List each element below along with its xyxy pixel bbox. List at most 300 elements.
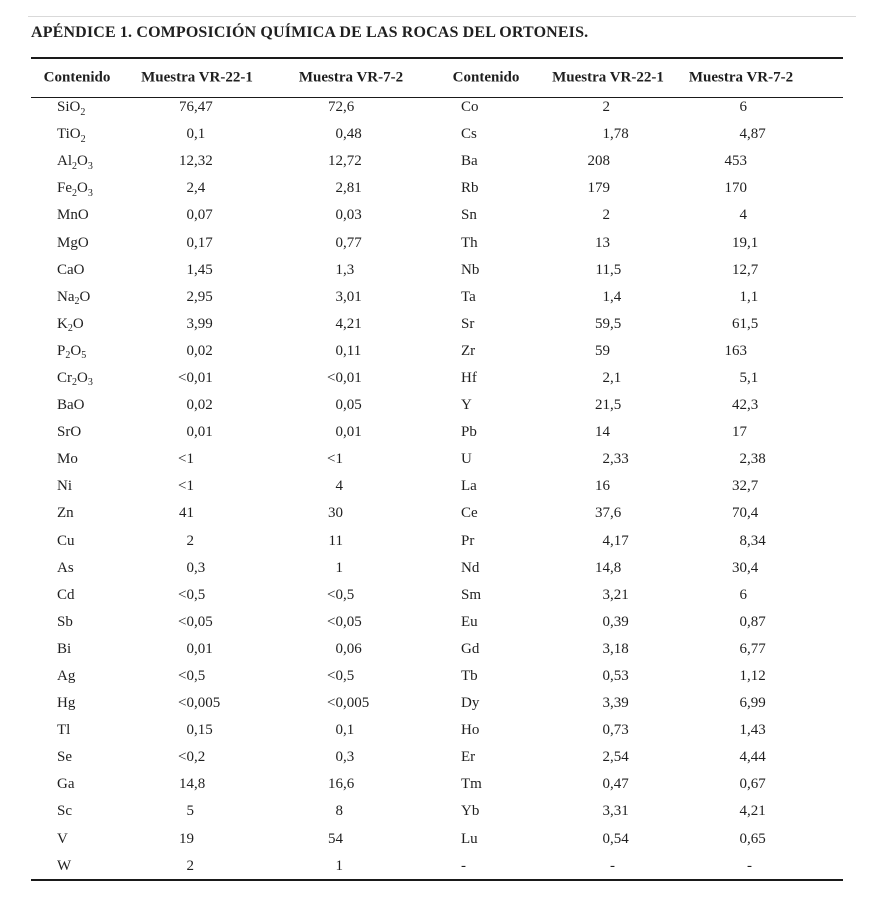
value-cell	[135, 749, 250, 766]
subscript: 2	[80, 133, 86, 145]
value-cell	[545, 262, 660, 279]
value-cell	[660, 424, 843, 441]
table-row	[31, 826, 843, 853]
value-fraction-part: ,02	[194, 397, 213, 414]
value-integer-part: 0	[335, 126, 343, 143]
value-fraction-part: ,5	[610, 397, 622, 414]
value-integer-part: 19	[732, 234, 747, 251]
element-label: SrO	[57, 424, 82, 441]
value-fraction-part: ,5	[747, 315, 759, 332]
element-label: -	[461, 857, 466, 874]
value-cell	[250, 99, 425, 116]
value-integer-part: 1	[335, 261, 343, 278]
value-integer-part: 4	[739, 803, 747, 820]
value-integer-part: 17	[732, 424, 747, 441]
value-integer-part: 0	[335, 397, 343, 414]
value-cell	[135, 126, 250, 143]
value-fraction-part: ,6	[343, 99, 355, 116]
value-integer-part: 0	[186, 342, 194, 359]
value-fraction-part: ,31	[610, 803, 629, 820]
value-fraction-part: ,53	[610, 668, 629, 685]
value-fraction-part: ,21	[610, 586, 629, 603]
value-integer-part: <0	[178, 749, 194, 766]
element-label: Zr	[461, 342, 476, 359]
value-fraction-part: ,33	[610, 451, 629, 468]
value-cell	[660, 316, 843, 333]
table-row	[31, 257, 843, 284]
value-integer-part: 0	[335, 749, 343, 766]
subscript: 2	[72, 187, 77, 199]
value-integer-part: 2	[602, 369, 610, 386]
value-integer-part: 19	[179, 830, 194, 847]
value-integer-part: 41	[179, 505, 194, 522]
value-integer-part: 2	[335, 180, 343, 197]
value-integer-part: 4	[739, 126, 747, 143]
value-integer-part: 2	[186, 180, 194, 197]
value-integer-part: 2	[602, 99, 610, 116]
value-fraction-part	[610, 153, 660, 170]
value-integer-part: 3	[602, 640, 610, 657]
table-row	[31, 229, 843, 256]
value-integer-part: 11	[595, 261, 610, 278]
value-fraction-part: ,3	[747, 397, 759, 414]
table-row	[31, 636, 843, 663]
value-fraction-part: ,32	[194, 153, 213, 170]
value-fraction-part: ,01	[343, 369, 362, 386]
element-label: Y	[461, 397, 472, 414]
element-label: La	[461, 478, 477, 495]
value-integer-part: 3	[186, 315, 194, 332]
value-integer-part: 6	[739, 99, 747, 116]
value-integer-part: 8	[739, 532, 747, 549]
element-label: Sc	[57, 803, 72, 820]
value-cell	[250, 397, 425, 414]
value-fraction-part	[610, 180, 660, 197]
element-label: Zn	[57, 505, 74, 522]
value-integer-part: 0	[335, 722, 343, 739]
value-cell	[545, 451, 660, 468]
element-label: Ta	[461, 288, 476, 305]
value-cell	[545, 316, 660, 333]
value-fraction-part	[610, 343, 660, 360]
element-label: Sn	[461, 207, 477, 224]
value-fraction-part: ,73	[610, 722, 629, 739]
value-cell	[545, 505, 660, 522]
value-fraction-part: ,4	[610, 288, 622, 305]
value-cell	[135, 478, 250, 495]
value-integer-part: 3	[335, 288, 343, 305]
value-fraction-part: ,4	[194, 180, 206, 197]
value-fraction-part: ,12	[747, 668, 766, 685]
value-integer-part: 0	[335, 207, 343, 224]
value-cell	[545, 831, 660, 848]
value-cell	[545, 776, 660, 793]
element-label: TiO$_2$	[57, 126, 86, 145]
element-label: Ga	[57, 776, 75, 793]
value-fraction-part: ,87	[747, 126, 766, 143]
value-integer-part: 0	[186, 207, 194, 224]
value-fraction-part: ,48	[343, 126, 362, 143]
value-integer-part: 6	[739, 695, 747, 712]
value-cell	[135, 560, 250, 577]
subscript: 2	[80, 106, 86, 118]
value-fraction-part: ,05	[343, 397, 362, 414]
value-fraction-part: ,06	[343, 640, 362, 657]
value-integer-part: 3	[602, 586, 610, 603]
value-cell	[135, 370, 250, 387]
table-row	[31, 555, 843, 582]
value-cell	[250, 722, 425, 739]
value-cell	[250, 424, 425, 441]
value-fraction-part: ,39	[610, 613, 629, 630]
value-fraction-part: ,17	[610, 532, 629, 549]
value-integer-part: 2	[186, 532, 194, 549]
element-label: Co	[461, 99, 479, 116]
value-integer-part: 2	[602, 207, 610, 224]
value-fraction-part	[194, 478, 250, 495]
value-fraction-part: ,1	[747, 369, 759, 386]
value-cell	[660, 668, 843, 685]
value-cell	[660, 803, 843, 820]
value-cell	[660, 262, 843, 279]
value-integer-part: 11	[328, 532, 343, 549]
value-integer-part: 0	[186, 640, 194, 657]
value-fraction-part: ,95	[194, 288, 213, 305]
value-cell	[135, 343, 250, 360]
value-cell	[545, 858, 660, 875]
value-integer-part: 32	[732, 478, 747, 495]
value-integer-part: 30	[732, 559, 747, 576]
value-integer-part: 0	[602, 722, 610, 739]
element-label: As	[57, 559, 74, 576]
column-header-contenido-left: Contenido	[43, 69, 111, 85]
element-label: SiO$_2$	[57, 99, 86, 118]
value-integer-part: <0	[178, 369, 194, 386]
value-fraction-part: ,005	[343, 695, 370, 712]
value-fraction-part: -	[747, 857, 752, 874]
element-label: Pb	[461, 424, 477, 441]
column-header-vr7-2-left: Muestra VR-7-2	[298, 69, 404, 85]
value-fraction-part: ,7	[747, 261, 759, 278]
value-cell	[660, 560, 843, 577]
value-cell	[135, 505, 250, 522]
element-label: $Cr_2O_3$	[57, 369, 93, 389]
value-integer-part: 0	[186, 559, 194, 576]
value-cell	[135, 614, 250, 631]
value-fraction-part	[610, 478, 660, 495]
value-fraction-part: ,8	[610, 559, 622, 576]
value-fraction-part: ,7	[747, 478, 759, 495]
value-cell	[250, 505, 425, 522]
value-fraction-part: ,43	[747, 722, 766, 739]
value-cell	[545, 695, 660, 712]
column-header-vr22-1-right: Muestra VR-22-1	[552, 69, 664, 85]
value-integer-part: 1	[739, 288, 747, 305]
value-fraction-part: ,77	[747, 640, 766, 657]
table-row	[31, 392, 843, 419]
value-cell	[545, 235, 660, 252]
value-fraction-part	[343, 831, 425, 848]
element-label: Ce	[461, 505, 478, 522]
value-fraction-part: ,21	[747, 803, 766, 820]
value-cell	[250, 533, 425, 550]
value-cell	[135, 397, 250, 414]
value-cell	[135, 587, 250, 604]
table-row	[31, 663, 843, 690]
value-cell	[545, 533, 660, 550]
scan-artifact-line	[28, 16, 856, 17]
value-integer-part: 5	[739, 369, 747, 386]
value-integer-part: 1	[602, 288, 610, 305]
value-integer-part: <0	[178, 613, 194, 630]
value-integer-part: <1	[178, 478, 194, 495]
subscript: 2	[72, 377, 77, 389]
value-cell	[660, 533, 843, 550]
value-fraction-part: ,005	[194, 695, 221, 712]
subscript: 3	[87, 187, 93, 199]
value-cell	[135, 641, 250, 658]
value-integer-part: 4	[335, 478, 343, 495]
subscript: 2	[67, 323, 73, 335]
value-cell	[660, 370, 843, 387]
value-cell	[135, 153, 250, 170]
value-cell	[250, 858, 425, 875]
value-cell	[545, 560, 660, 577]
value-fraction-part: ,54	[610, 830, 629, 847]
value-fraction-part: ,72	[343, 153, 362, 170]
value-fraction-part: ,03	[343, 207, 362, 224]
element-label: Bi	[57, 640, 72, 657]
table-row	[31, 473, 843, 500]
value-fraction-part: ,67	[747, 776, 766, 793]
value-cell	[135, 207, 250, 224]
value-cell	[135, 803, 250, 820]
value-cell	[135, 262, 250, 279]
element-label: Lu	[461, 830, 478, 847]
subscript: 2	[72, 160, 77, 172]
value-fraction-part: ,1	[194, 126, 206, 143]
value-fraction-part: ,07	[194, 207, 213, 224]
value-cell	[660, 478, 843, 495]
value-fraction-part	[747, 343, 843, 360]
value-cell	[660, 180, 843, 197]
element-label: Ba	[461, 153, 478, 170]
value-fraction-part: ,78	[610, 126, 629, 143]
value-cell	[135, 424, 250, 441]
table-row	[31, 365, 843, 392]
value-cell	[660, 722, 843, 739]
value-integer-part: 21	[595, 397, 610, 414]
value-cell	[250, 668, 425, 685]
element-label: Nb	[461, 261, 480, 278]
value-cell	[545, 343, 660, 360]
value-fraction-part: ,6	[343, 776, 355, 793]
value-cell	[135, 695, 250, 712]
element-label: V	[57, 830, 68, 847]
value-integer-part: 4	[602, 532, 610, 549]
table-row	[31, 690, 843, 717]
value-cell	[660, 99, 843, 116]
value-integer-part: 6	[739, 586, 747, 603]
value-fraction-part: ,5	[343, 586, 355, 603]
value-integer-part: 4	[335, 315, 343, 332]
value-integer-part: 37	[595, 505, 610, 522]
value-cell	[135, 235, 250, 252]
value-integer-part: <1	[178, 451, 194, 468]
value-cell	[660, 235, 843, 252]
value-cell	[135, 858, 250, 875]
value-cell	[660, 858, 843, 875]
value-cell	[135, 668, 250, 685]
value-fraction-part: ,01	[194, 369, 213, 386]
value-cell	[135, 831, 250, 848]
value-fraction-part: ,34	[747, 532, 766, 549]
value-integer-part: <0	[327, 668, 343, 685]
value-fraction-part: ,01	[343, 288, 362, 305]
value-cell	[250, 695, 425, 712]
value-fraction-part	[610, 99, 660, 116]
element-label: Tm	[461, 776, 482, 793]
value-fraction-part: -	[610, 857, 615, 874]
value-integer-part: 0	[602, 776, 610, 793]
value-fraction-part: ,17	[194, 234, 213, 251]
value-integer-part: 0	[186, 397, 194, 414]
table-row	[31, 528, 843, 555]
value-fraction-part: ,3	[194, 559, 206, 576]
element-label: Ni	[57, 478, 72, 495]
value-cell	[545, 126, 660, 143]
value-cell	[250, 370, 425, 387]
value-fraction-part	[194, 505, 250, 522]
table-row	[31, 419, 843, 446]
value-integer-part: 14	[179, 776, 194, 793]
value-integer-part: 2	[602, 451, 610, 468]
value-fraction-part: ,02	[194, 342, 213, 359]
value-cell	[135, 722, 250, 739]
value-fraction-part: ,01	[194, 424, 213, 441]
element-label: CaO	[57, 261, 85, 278]
subscript: 2	[65, 350, 71, 362]
value-integer-part: 1	[335, 559, 343, 576]
value-cell	[135, 289, 250, 306]
column-header-contenido-right: Contenido	[452, 69, 520, 85]
element-label: $P_2O_5$	[57, 342, 87, 362]
element-label: Ag	[57, 668, 76, 685]
value-fraction-part	[194, 533, 250, 550]
element-label: Rb	[461, 180, 479, 197]
value-fraction-part	[194, 803, 250, 820]
value-cell	[545, 289, 660, 306]
value-fraction-part	[194, 451, 250, 468]
value-cell	[250, 776, 425, 793]
value-integer-part: 5	[186, 803, 194, 820]
value-integer-part: 42	[732, 397, 747, 414]
value-cell	[660, 505, 843, 522]
value-integer-part: 70	[732, 505, 747, 522]
value-fraction-part	[610, 207, 660, 224]
table-row	[31, 744, 843, 771]
value-cell	[660, 614, 843, 631]
value-integer-part: <0	[327, 369, 343, 386]
value-cell	[660, 749, 843, 766]
element-label: Tl	[57, 722, 71, 739]
value-integer-part: 4	[739, 749, 747, 766]
value-fraction-part: ,5	[194, 586, 206, 603]
value-integer-part: 61	[732, 315, 747, 332]
value-integer-part: 2	[602, 749, 610, 766]
value-cell	[660, 831, 843, 848]
value-fraction-part	[343, 478, 425, 495]
element-label: Sb	[57, 613, 73, 630]
value-cell	[545, 370, 660, 387]
value-fraction-part	[747, 207, 843, 224]
value-fraction-part: ,4	[747, 559, 759, 576]
value-cell	[660, 343, 843, 360]
value-cell	[250, 749, 425, 766]
value-cell	[545, 478, 660, 495]
value-integer-part: 0	[186, 234, 194, 251]
element-label: Hg	[57, 695, 76, 712]
value-integer-part: 4	[739, 207, 747, 224]
value-cell	[660, 641, 843, 658]
element-label: MgO	[57, 234, 89, 251]
value-cell	[545, 397, 660, 414]
element-label: $K_2O$	[57, 315, 84, 335]
value-integer-part: 16	[595, 478, 610, 495]
table-row	[31, 798, 843, 825]
value-integer-part: 0	[602, 668, 610, 685]
value-integer-part: <0	[178, 695, 194, 712]
table-row	[31, 94, 843, 121]
value-cell	[135, 533, 250, 550]
value-cell	[660, 397, 843, 414]
value-cell	[660, 153, 843, 170]
element-label: Hf	[461, 369, 477, 386]
value-fraction-part: ,15	[194, 722, 213, 739]
element-label: Eu	[461, 613, 478, 630]
value-cell	[250, 289, 425, 306]
value-fraction-part	[194, 831, 250, 848]
value-fraction-part	[747, 180, 843, 197]
page-title: APÉNDICE 1. COMPOSICIÓN QUÍMICA DE LAS ROCAS DEL ORTONEIS.	[31, 24, 589, 41]
value-cell	[250, 180, 425, 197]
value-integer-part: 0	[335, 424, 343, 441]
value-cell	[250, 262, 425, 279]
value-fraction-part: ,54	[610, 749, 629, 766]
table-body	[31, 94, 843, 880]
element-label: BaO	[57, 397, 85, 414]
value-integer-part: 2	[186, 288, 194, 305]
value-fraction-part: ,1	[747, 234, 759, 251]
element-label: Mo	[57, 451, 78, 468]
value-cell	[250, 560, 425, 577]
value-integer-part: 0	[186, 126, 194, 143]
value-fraction-part	[747, 99, 843, 116]
value-cell	[545, 99, 660, 116]
value-fraction-part: ,5	[610, 261, 622, 278]
value-integer-part: 163	[724, 342, 747, 359]
table-row	[31, 175, 843, 202]
table-header-row	[0, 59, 882, 96]
value-cell	[250, 451, 425, 468]
value-cell	[545, 180, 660, 197]
value-cell	[545, 153, 660, 170]
value-integer-part: 76	[179, 99, 194, 116]
table-row	[31, 121, 843, 148]
table-row	[31, 717, 843, 744]
value-fraction-part: ,5	[343, 668, 355, 685]
value-integer-part	[660, 858, 747, 875]
